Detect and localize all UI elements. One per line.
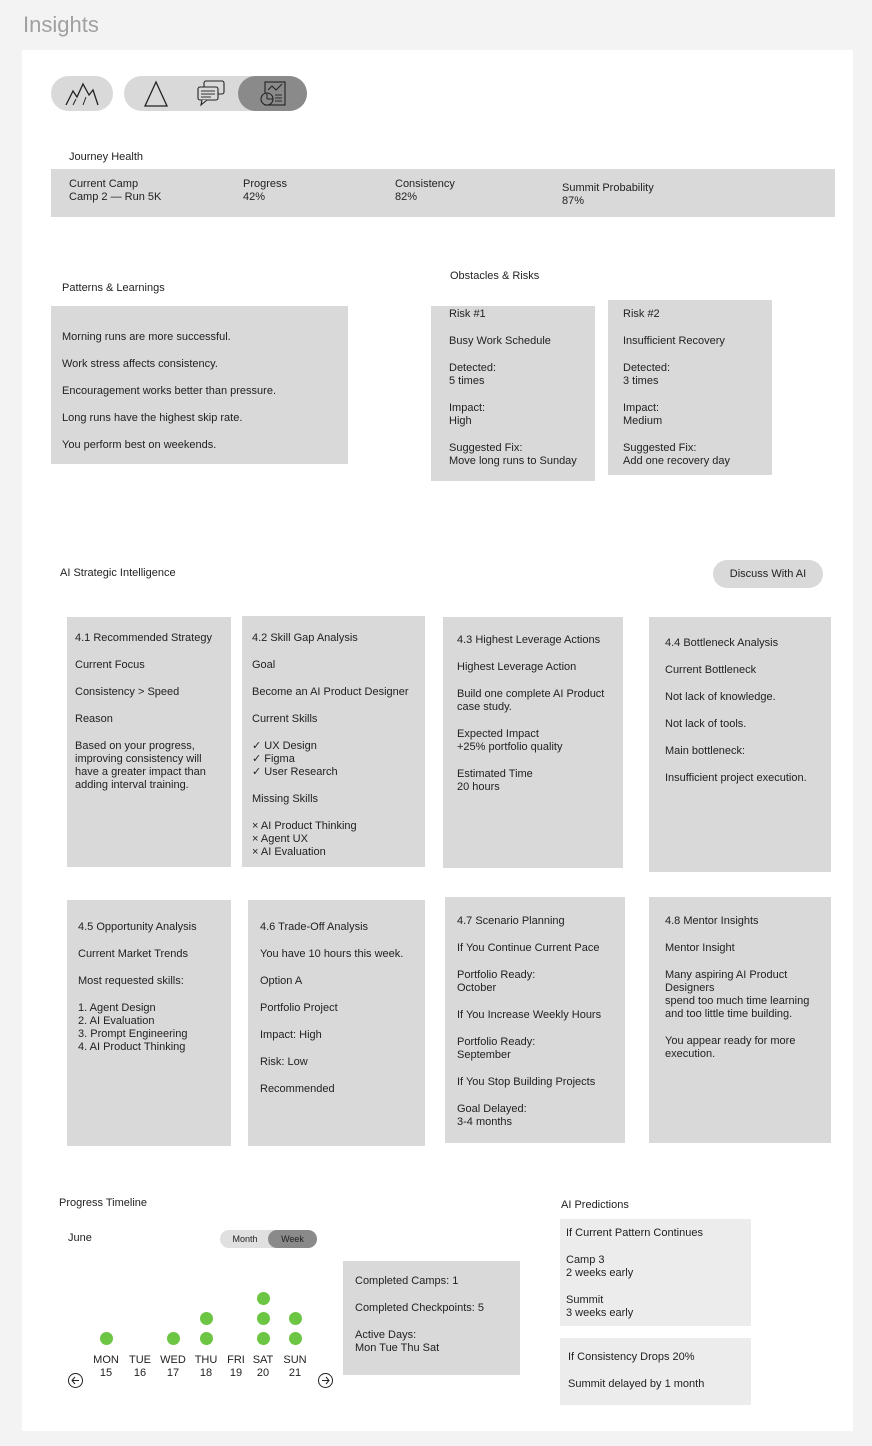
risk-id: Risk #1 bbox=[449, 308, 486, 320]
card-line: You have 10 hours this week. bbox=[260, 948, 404, 960]
card-line: ✓ UX Design ✓ Figma ✓ User Research bbox=[252, 740, 338, 778]
stat-summit-probability bbox=[562, 182, 654, 208]
risk-name: Insufficient Recovery bbox=[623, 335, 725, 347]
day-of-week: SUN bbox=[283, 1354, 307, 1366]
insights-report-icon bbox=[258, 80, 288, 108]
card-title: 4.6 Trade-Off Analysis bbox=[260, 921, 369, 933]
risk-fix: Add one recovery day bbox=[623, 455, 731, 467]
card-line: If You Increase Weekly Hours bbox=[457, 1009, 602, 1021]
timeline-month: June bbox=[68, 1232, 92, 1244]
card-line: Portfolio Project bbox=[260, 1002, 338, 1014]
card-line: Mentor Insight bbox=[665, 942, 735, 954]
view-toggle bbox=[220, 1230, 317, 1248]
stat-consistency bbox=[395, 178, 455, 204]
risk-impact: High bbox=[449, 415, 472, 427]
card-line: Current Focus bbox=[75, 659, 145, 671]
strategy-card-content bbox=[252, 632, 422, 859]
stat-label: Summit Probability bbox=[562, 182, 654, 194]
risk-fix-label: Suggested Fix: bbox=[623, 442, 697, 454]
mountains-icon bbox=[64, 81, 100, 107]
card-line: Become an AI Product Designer bbox=[252, 686, 409, 698]
card-line: Current Skills bbox=[252, 713, 318, 725]
page-title: Insights bbox=[23, 12, 99, 37]
risk-detected-label: Detected: bbox=[623, 362, 671, 374]
obstacles-label: Obstacles & Risks bbox=[450, 270, 540, 282]
card-line: Consistency > Speed bbox=[75, 686, 180, 698]
ai-strategic-label: AI Strategic Intelligence bbox=[60, 567, 176, 579]
stat-label: Progress bbox=[243, 178, 288, 190]
prediction-card-content bbox=[566, 1227, 703, 1320]
prediction-card-content bbox=[568, 1351, 704, 1391]
stat-value: 82% bbox=[395, 191, 418, 203]
risk-id: Risk #2 bbox=[623, 308, 660, 320]
day-date: 15 bbox=[99, 1367, 113, 1379]
risk-detected: 5 times bbox=[449, 375, 485, 387]
arrow-right-icon bbox=[319, 1374, 332, 1387]
card-line: 1. Agent Design 2. AI Evaluation 3. Prompt Engineering 4. AI Product Thinking bbox=[78, 1002, 188, 1053]
card-line: If You Continue Current Pace bbox=[457, 942, 600, 954]
next-week-button[interactable] bbox=[318, 1373, 333, 1388]
risk-impact-label: Impact: bbox=[449, 402, 486, 414]
card-title: 4.1 Recommended Strategy bbox=[75, 632, 212, 644]
card-line: Goal bbox=[252, 659, 276, 671]
day-date: 18 bbox=[199, 1367, 213, 1379]
card-title: 4.2 Skill Gap Analysis bbox=[252, 632, 358, 644]
strategy-card-content bbox=[665, 637, 829, 785]
toggle-week[interactable]: Week bbox=[268, 1230, 317, 1248]
day-date: 20 bbox=[256, 1367, 270, 1379]
journey-health-label: Journey Health bbox=[69, 151, 143, 163]
chat-tab[interactable] bbox=[196, 79, 226, 107]
card-line: Insufficient project execution. bbox=[665, 772, 807, 784]
stat-value: 42% bbox=[243, 191, 266, 203]
summary-line: Active Days: Mon Tue Thu Sat bbox=[355, 1329, 440, 1354]
pattern-item: You perform best on weekends. bbox=[62, 439, 217, 451]
predictions-label: AI Predictions bbox=[561, 1199, 629, 1211]
strategy-card-content bbox=[260, 921, 422, 1096]
arrow-left-icon bbox=[69, 1374, 82, 1387]
card-line: Reason bbox=[75, 713, 113, 725]
day-of-week: MON bbox=[93, 1354, 119, 1366]
timeline-summary bbox=[355, 1275, 484, 1355]
pattern-item: Encouragement works better than pressure. bbox=[62, 385, 277, 397]
risk-name: Busy Work Schedule bbox=[449, 335, 551, 347]
card-line: Based on your progress, improving consistency will have a greater impact than adding interval training. bbox=[75, 740, 206, 791]
prediction-line: If Current Pattern Continues bbox=[566, 1227, 703, 1239]
prediction-line: Summit delayed by 1 month bbox=[568, 1378, 705, 1390]
day-date: 21 bbox=[288, 1367, 302, 1379]
card-line: Risk: Low bbox=[260, 1056, 308, 1068]
timeline-label: Progress Timeline bbox=[59, 1197, 148, 1209]
stat-label: Current Camp bbox=[69, 178, 139, 190]
day-date: 17 bbox=[166, 1367, 180, 1379]
risk-card-content bbox=[449, 308, 577, 468]
card-title: 4.3 Highest Leverage Actions bbox=[457, 634, 601, 646]
card-title: 4.7 Scenario Planning bbox=[457, 915, 565, 927]
card-title: 4.8 Mentor Insights bbox=[665, 915, 759, 927]
risk-detected-label: Detected: bbox=[449, 362, 497, 374]
prediction-line: If Consistency Drops 20% bbox=[568, 1351, 695, 1363]
mountains-tab[interactable] bbox=[51, 76, 113, 111]
prediction-line: Summit 3 weeks early bbox=[566, 1294, 634, 1319]
strategy-card-content bbox=[78, 921, 228, 1054]
triangle-tab[interactable] bbox=[143, 80, 169, 108]
stat-current-camp bbox=[69, 178, 161, 204]
card-title: 4.5 Opportunity Analysis bbox=[78, 921, 197, 933]
stat-progress bbox=[243, 178, 287, 204]
prediction-line: Camp 3 2 weeks early bbox=[566, 1254, 634, 1279]
stat-value: 87% bbox=[562, 195, 585, 207]
card-line: Current Bottleneck bbox=[665, 664, 757, 676]
day-of-week: WED bbox=[160, 1354, 186, 1366]
day-date: 16 bbox=[133, 1367, 147, 1379]
card-line: Many aspiring AI Product Designers spend too much time learning and too little time building. bbox=[665, 969, 810, 1020]
card-line: Missing Skills bbox=[252, 793, 319, 805]
card-line: Portfolio Ready: September bbox=[457, 1036, 536, 1061]
chat-bubbles-icon bbox=[196, 79, 226, 107]
card-line: Option A bbox=[260, 975, 303, 987]
day-of-week: SAT bbox=[252, 1354, 274, 1366]
stat-label: Consistency bbox=[395, 178, 455, 190]
card-line: Build one complete AI Product case study. bbox=[457, 688, 605, 713]
card-line: × AI Product Thinking × Agent UX × AI Evaluation bbox=[252, 820, 357, 858]
card-line: Expected Impact +25% portfolio quality bbox=[457, 728, 563, 753]
day-of-week: TUE bbox=[129, 1354, 151, 1366]
risk-fix: Move long runs to Sunday bbox=[449, 455, 577, 467]
prev-week-button[interactable] bbox=[68, 1373, 83, 1388]
stat-value: Camp 2 — Run 5K bbox=[69, 191, 162, 203]
card-line: Not lack of tools. bbox=[665, 718, 747, 730]
card-line: Not lack of knowledge. bbox=[665, 691, 776, 703]
card-line: Most requested skills: bbox=[78, 975, 184, 987]
card-line: Main bottleneck: bbox=[665, 745, 746, 757]
insights-tab[interactable] bbox=[238, 76, 307, 111]
risk-impact-label: Impact: bbox=[623, 402, 660, 414]
day-of-week: THU bbox=[194, 1354, 218, 1366]
strategy-card-content bbox=[457, 634, 621, 794]
discuss-with-ai-button[interactable]: Discuss With AI bbox=[713, 560, 823, 588]
strategy-card-content bbox=[457, 915, 622, 1129]
strategy-card-content bbox=[75, 632, 227, 792]
risk-detected: 3 times bbox=[623, 375, 659, 387]
day-of-week: FRI bbox=[227, 1354, 245, 1366]
pattern-item: Work stress affects consistency. bbox=[62, 358, 218, 370]
patterns-label: Patterns & Learnings bbox=[62, 282, 165, 294]
card-line: If You Stop Building Projects bbox=[457, 1076, 596, 1088]
toggle-month[interactable]: Month bbox=[232, 1234, 258, 1244]
card-line: Impact: High bbox=[260, 1029, 322, 1041]
card-line: You appear ready for more execution. bbox=[665, 1035, 796, 1060]
card-line: Recommended bbox=[260, 1083, 335, 1095]
card-line: Current Market Trends bbox=[78, 948, 189, 960]
card-title: 4.4 Bottleneck Analysis bbox=[665, 637, 779, 649]
summary-line: Completed Camps: 1 bbox=[355, 1275, 459, 1287]
day-date: 19 bbox=[229, 1367, 243, 1379]
pattern-item: Morning runs are more successful. bbox=[62, 331, 231, 343]
summary-line: Completed Checkpoints: 5 bbox=[355, 1302, 485, 1314]
card-line: Portfolio Ready: October bbox=[457, 969, 536, 994]
risk-card-content bbox=[623, 308, 730, 468]
pattern-item: Long runs have the highest skip rate. bbox=[62, 412, 243, 424]
patterns-list bbox=[62, 324, 276, 459]
risk-impact: Medium bbox=[623, 415, 663, 427]
risk-fix-label: Suggested Fix: bbox=[449, 442, 523, 454]
card-line: Highest Leverage Action bbox=[457, 661, 577, 673]
card-line: Estimated Time 20 hours bbox=[457, 768, 533, 793]
strategy-card-content bbox=[665, 915, 829, 1061]
triangle-icon bbox=[143, 80, 169, 108]
card-line: Goal Delayed: 3-4 months bbox=[457, 1103, 527, 1128]
